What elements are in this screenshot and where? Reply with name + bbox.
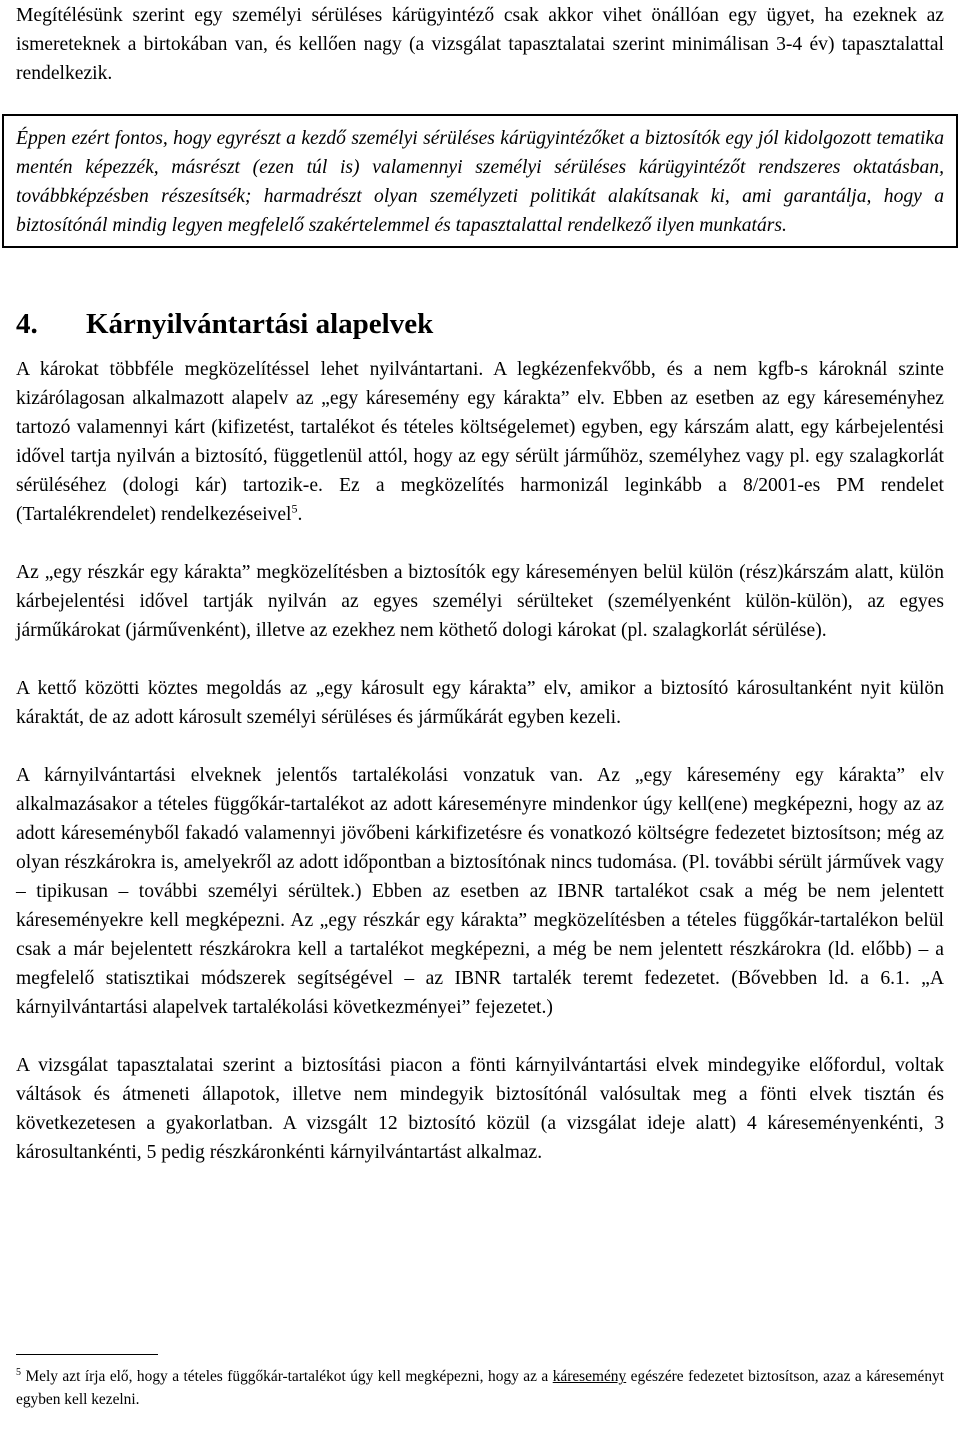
section-body [16, 355, 944, 1167]
footnote [16, 1365, 944, 1411]
paragraph-claim-recording-approaches [16, 355, 944, 529]
paragraph-partial-claim-approach: Az „egy részkár egy kárakta” megközelítésben a biztosítók egy káreseményen belül külön (rész)kárszám alatt, külön kárbejelentési idővel tartják nyilván az egyes személyi sérülteket (személyenként külön-külön), az egyes járműkárokat (járművenként), illetve az ezekhez nem köthető dologi károkat (pl. szalagkorlát sérülése). [16, 562, 944, 641]
document-page [16, 0, 944, 1167]
paragraph-survey-findings: A vizsgálat tapasztalatai szerint a biztosítási piacon a fönti kárnyilvántartási elvek mindegyike előfordul, voltak váltások és átmeneti állapotok, illetve nem mindegyik biztosítónál valósultak meg a fönti elvek tisztán és következetesen a gyakorlatban. A vizsgált 12 biztosító közül (a vizsgálat ideje alatt) 4 káreseményenkénti, 3 károsultankénti, 5 pedig részkáronkénti kárnyilvántartást alkalmaz. [16, 1055, 944, 1163]
footnote-area [16, 1354, 944, 1411]
highlight-box [2, 114, 958, 248]
section-heading [16, 306, 944, 342]
boxed-recommendation-text: Éppen ezért fontos, hogy egyrészt a kezdő személyi sérüléses kárügyintézőket a biztosítók egy jól kidolgozott tematika mentén képezzék, másrészt (ezen túl is) valamennyi személyi sérüléses kárügyintézőt rendszeres oktatásban, továbbképzésben részesítsék; harmadrészt olyan személyzeti politikát alakítsanak ki, ami garantálja, hogy a biztosítónál mindig legyen megfelelő szakértelemmel és tapasztalattal rendelkező ilyen munkatárs. [16, 128, 944, 236]
footnote-text-before: Mely azt írja elő, hogy a tételes függőkár-tartalékot úgy kell megképezni, hogy az a [21, 1368, 553, 1385]
paragraph-end: . [297, 504, 303, 525]
footnote-underlined-term: káresemény [552, 1368, 627, 1385]
paragraph-text: A károkat többféle megközelítéssel lehet nyilvántartani. A legkézenfekvőbb, és a nem kgfb-s károknál szinte kizárólagosan alkalmazott alapelv az „egy káresemény egy kárakta” elv. Ebben az esetben az egy káreseményhez tartozó valamennyi kárt (kifizetést, tartalékot és tételes költségelemet) egyben, egy kárszám alatt, egy kárbejelentési idővel tartja nyilván a biztosító, függetlenül attól, hogy az egy sérült járműhöz, személyhez vagy pl. egy szalagkorlát sérüléséhez (dologi kár) tartozik-e. Ez a megközelítés harmonizál leginkább a 8/2001-es PM rendelet (Tartalékrendelet) rendelkezéseivel [16, 359, 944, 525]
section-number: 4. [16, 308, 38, 340]
footnote-separator [16, 1354, 158, 1355]
footnote-reference[interactable]: 5 [291, 501, 298, 516]
footnote-number: 5 [16, 1366, 21, 1378]
paragraph-intermediate-solution: A kettő közötti köztes megoldás az „egy károsult egy kárakta” elv, amikor a biztosító károsultanként nyit külön káraktát, de az adott károsult személyi sérüléses és járműkárát egyben kezeli. [16, 678, 944, 728]
paragraph-reserving-implications: A kárnyilvántartási elveknek jelentős tartalékolási vonzatuk van. Az „egy káresemény egy kárakta” elv alkalmazásakor a tételes függőkár-tartalékot az adott káreseményre mindenkor úgy kell(ene) megképezni, hogy az az adott káreseményből fakadó valamennyi jövőbeni kárkifizetésre és vonatkozó költségre fedezetet biztosítson; még az olyan részkárokra is, amelyekről az adott időpontban a biztosítónak nincs tudomása. (Pl. további sérült járművek vagy – tipikusan – további személyi sérültek.) Ebben az esetben az IBNR tartalékot csak a még be nem jelentett káreseményekre kell megképezni. Az „egy részkár egy kárakta” megközelítésben a tételes függőkár-tartalékon belül csak a már bejelentett részkárokra kell a tartalékot megképezni, a még be nem jelentett részkárokra (ld. előbb) – a megfelelő statisztikai módszerek segítségével – az IBNR tartalék teremt fedezetet. (Bővebben ld. a 6.1. „A kárnyilvántartási alapelvek tartalékolási következményei” fejezetet.) [16, 765, 944, 1018]
footnote-text-after: egészére fedezetet biztosítson, azaz a káreseményt egyben kell kezelni. [16, 1368, 944, 1408]
section-title: Kárnyilvántartási alapelvek [86, 308, 434, 340]
intro-paragraph: Megítélésünk szerint egy személyi sérüléses kárügyintéző csak akkor vihet önállóan egy ügyet, ha ezeknek az ismereteknek a birtokában van, és kellően nagy (a vizsgálat tapasztalatai szerint minimálisan 3-4 év) tapasztalattal rendelkezik. [16, 5, 944, 84]
